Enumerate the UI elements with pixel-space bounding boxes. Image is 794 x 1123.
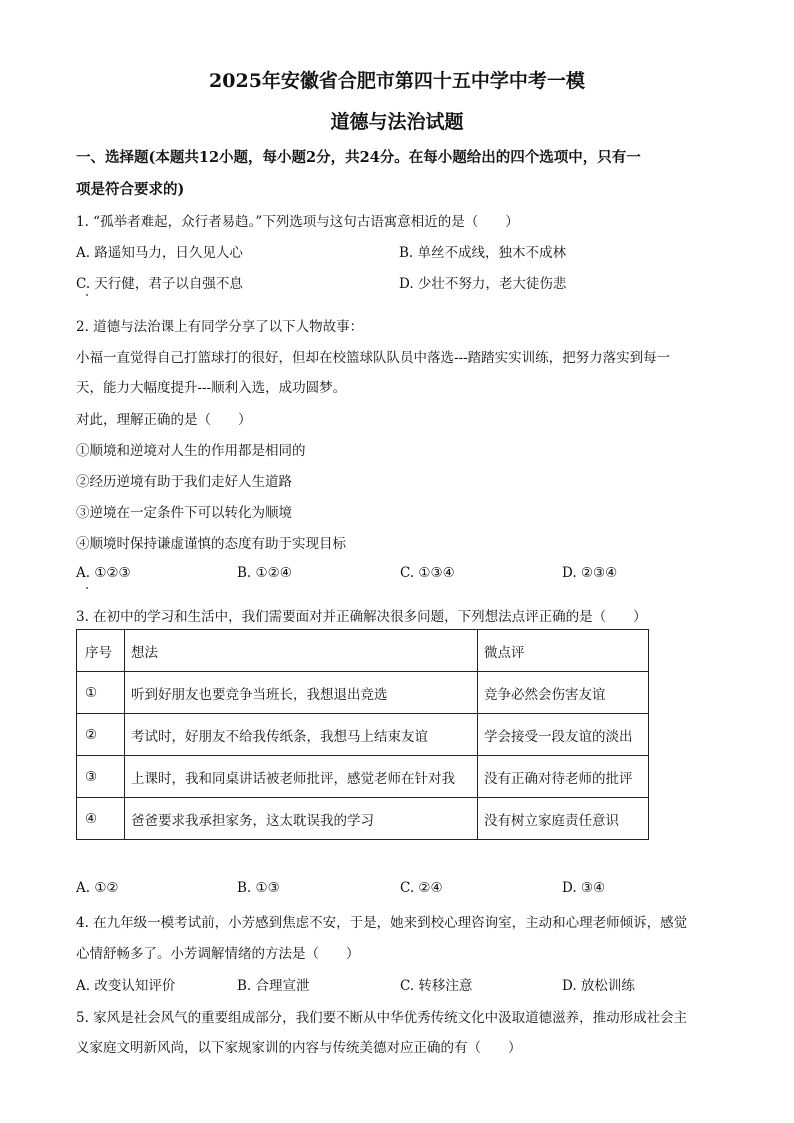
- table-row: [77, 672, 649, 714]
- table-cell: ②: [77, 714, 125, 756]
- q3-option-b: B. ①③: [237, 880, 280, 896]
- table-cell: 考试时，好朋友不给我传纸条，我想马上结束友谊: [125, 714, 478, 756]
- table-cell: ①: [77, 672, 125, 714]
- table-cell: 竞争必然会伤害友谊: [478, 672, 649, 714]
- table-header-row: [77, 630, 649, 672]
- q1-option-d: D. 少壮不努力，老大徒伤悲: [399, 276, 567, 292]
- table-row: [77, 798, 649, 840]
- q2-statement-4: ④顺境时保持谦虚谨慎的态度有助于实现目标: [76, 536, 346, 552]
- table-cell: ③: [77, 756, 125, 798]
- table-cell: 没有树立家庭责任意识: [478, 798, 649, 840]
- q2-statement-2: ②经历逆境有助于我们走好人生道路: [76, 474, 292, 490]
- stray-dot: [86, 294, 88, 296]
- q4-option-b: B. 合理宣泄: [237, 978, 310, 994]
- q1-stem: 1. “孤举者难起，众行者易趋。”下列选项与这句古语寓意相近的是（ ）: [76, 214, 519, 230]
- table-header-cell: 序号: [77, 630, 125, 672]
- q3-stem: 3. 在初中的学习和生活中，我们需要面对并正确解决很多问题，下列想法点评正确的是（ ）: [76, 609, 647, 625]
- q3-option-a: A. ①②: [76, 880, 119, 896]
- q1-option-c: C. 天行健，君子以自强不息: [76, 276, 243, 292]
- q2-stem: 2. 道德与法治课上有同学分享了以下人物故事：: [76, 319, 364, 335]
- q2-story-line2: 天，能力大幅度提升---顺利入选，成功圆梦。: [76, 380, 347, 396]
- q2-option-d: D. ②③④: [562, 565, 618, 581]
- table-cell: 没有正确对待老师的批评: [478, 756, 649, 798]
- exam-title: 2025年安徽省合肥市第四十五中学中考一模: [209, 70, 585, 92]
- table-header-cell: 微点评: [478, 630, 649, 672]
- q4-option-a: A. 改变认知评价: [76, 978, 176, 994]
- table-cell: ④: [77, 798, 125, 840]
- table-cell: 学会接受一段友谊的淡出: [478, 714, 649, 756]
- table-cell: 爸爸要求我承担家务，这太耽误我的学习: [125, 798, 478, 840]
- q2-option-c: C. ①③④: [400, 565, 455, 581]
- q2-option-a: A. ①②③: [76, 565, 131, 581]
- table-cell: 上课时，我和同桌讲话被老师批评，感觉老师在针对我: [125, 756, 478, 798]
- q2-statement-1: ①顺境和逆境对人生的作用都是相同的: [76, 443, 306, 459]
- q2-statement-3: ③逆境在一定条件下可以转化为顺境: [76, 505, 292, 521]
- q3-option-c: C. ②④: [400, 880, 443, 896]
- table-row: [77, 756, 649, 798]
- stray-dot: [86, 587, 88, 589]
- q1-option-b: B. 单丝不成线，独木不成林: [399, 245, 567, 261]
- section-heading-line1: 一、选择题(本题共12小题，每小题2分，共24分。在每小题给出的四个选项中，只有一: [76, 149, 641, 166]
- section-heading-line2: 项是符合要求的): [76, 181, 185, 198]
- table-cell: 听到好朋友也要竞争当班长，我想退出竞选: [125, 672, 478, 714]
- q3-option-d: D. ③④: [562, 880, 606, 896]
- exam-subtitle: 道德与法治试题: [330, 111, 464, 133]
- q2-option-b: B. ①②④: [237, 565, 292, 581]
- q2-ask: 对此，理解正确的是（ ）: [76, 412, 252, 428]
- q3-table: [76, 629, 649, 840]
- q4-option-d: D. 放松训练: [562, 978, 635, 994]
- q4-stem-line1: 4. 在九年级一模考试前，小芳感到焦虑不安，于是，她来到校心理咨询室，主动和心理老师倾诉，感觉: [76, 915, 688, 931]
- table-row: [77, 714, 649, 756]
- table-header-cell: 想法: [125, 630, 478, 672]
- q5-stem-line1: 5. 家风是社会风气的重要组成部分，我们要不断从中华优秀传统文化中汲取道德滋养，推动形成社会主: [76, 1010, 688, 1026]
- q4-option-c: C. 转移注意: [400, 978, 473, 994]
- q1-option-a: A. 路遥知马力，日久见人心: [76, 245, 243, 261]
- q2-story-line1: 小福一直觉得自己打篮球打的很好，但却在校篮球队队员中落选---踏踏实实训练，把努力落实到每一: [76, 350, 671, 366]
- q4-stem-line2: 心情舒畅多了。小芳调解情绪的方法是（ ）: [76, 946, 360, 962]
- q5-stem-line2: 义家庭文明新风尚，以下家规家训的内容与传统美德对应正确的有（ ）: [76, 1040, 522, 1056]
